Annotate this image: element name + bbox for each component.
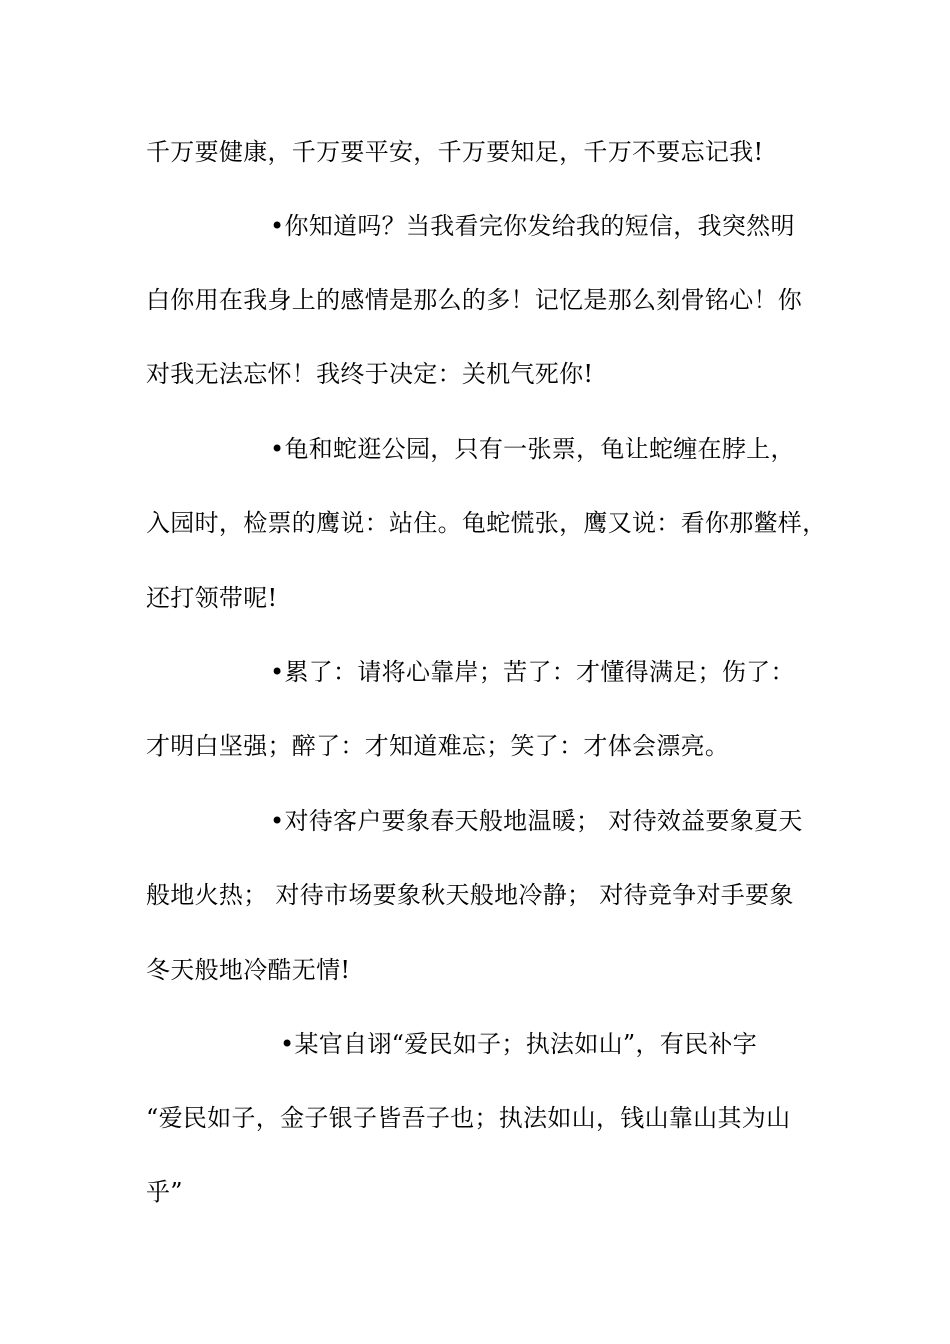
text-line: 还打领带呢!: [146, 584, 278, 612]
text-line: 对我无法忘怀！我终于决定：关机气死你!: [146, 360, 594, 388]
text-line: 千万要健康，千万要平安，千万要知足，千万不要忘记我!: [146, 138, 764, 166]
bullet-paragraph-line: •龟和蛇逛公园，只有一张票，龟让蛇缠在脖上，: [270, 435, 795, 463]
bullet-paragraph-line: •你知道吗？当我看完你发给我的短信，我突然明: [270, 212, 795, 240]
text-line: 才明白坚强；醉了：才知道难忘；笑了：才体会漂亮。: [146, 732, 730, 760]
text-line: 乎”: [146, 1178, 183, 1206]
bullet-paragraph-line: •对待客户要象春天般地温暖； 对待效益要象夏天: [270, 807, 803, 835]
text-line: 白你用在我身上的感情是那么的多！记忆是那么刻骨铭心！你: [146, 286, 803, 314]
bullet-paragraph-line: •某官自诩“爱民如子；执法如山”，有民补字: [280, 1030, 757, 1058]
text-line: “爱民如子，金子银子皆吾子也；执法如山，钱山靠山其为山: [146, 1104, 791, 1132]
text-line: 入园时，检票的鹰说：站住。龟蛇慌张，鹰又说：看你那鳖样，: [146, 509, 827, 537]
text-line: 冬天般地冷酷无情!: [146, 956, 351, 984]
bullet-paragraph-line: •累了：请将心靠岸；苦了：才懂得满足；伤了：: [270, 658, 795, 686]
text-line: 般地火热； 对待市场要象秋天般地冷静； 对待竞争对手要象: [146, 881, 794, 909]
